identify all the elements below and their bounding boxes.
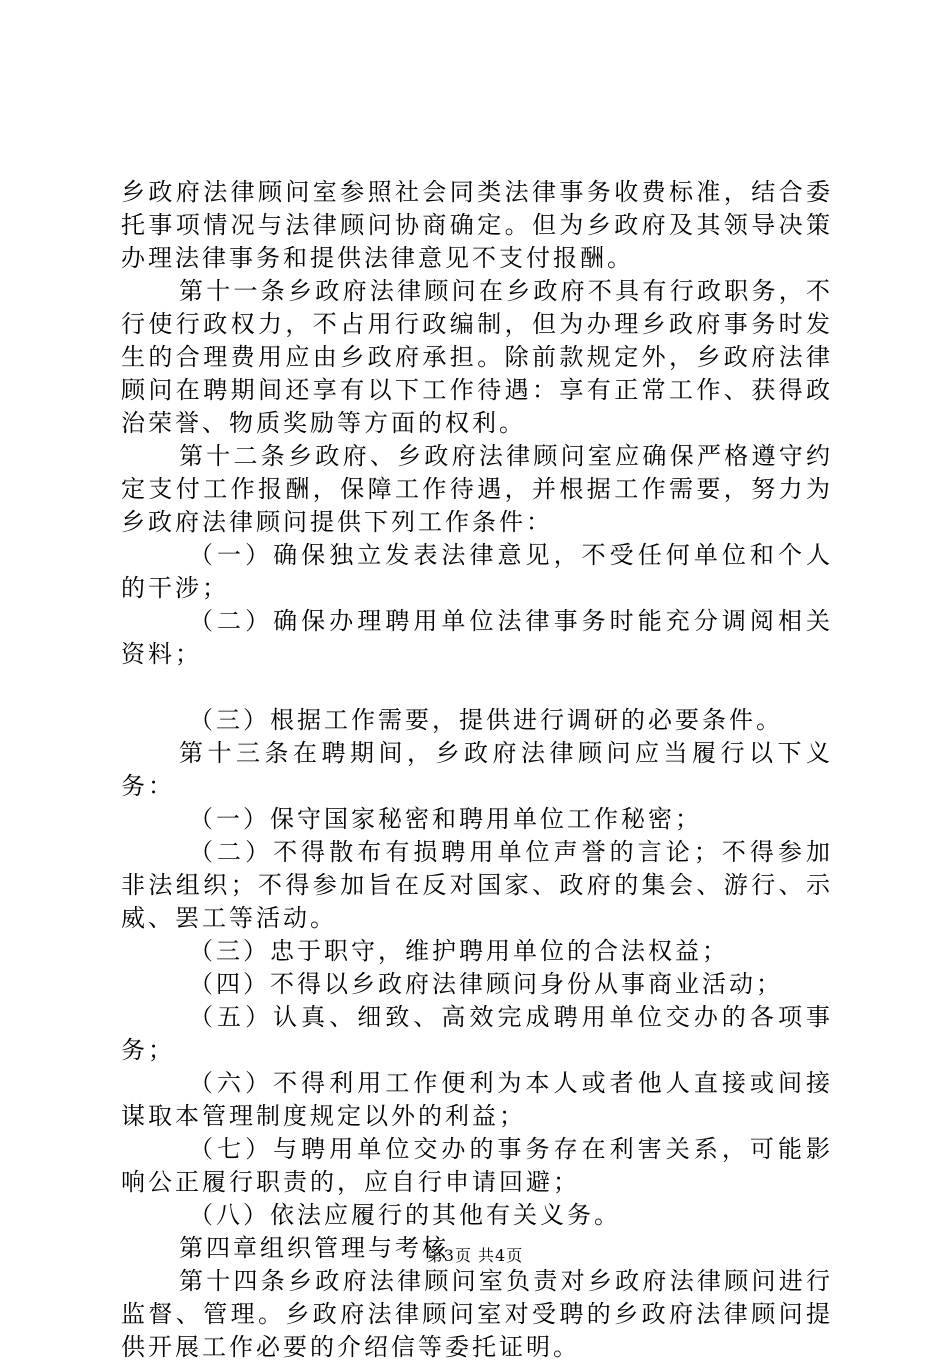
list-item-duty-4: （四）不得以乡政府法律顾问身份从事商业活动； — [189, 970, 783, 998]
list-item-duty-3: （三）忠于职守，维护聘用单位的合法权益； — [189, 937, 729, 965]
list-item-condition-1: （一）确保独立发表法律意见，不受任何单位和个人的干涉； — [121, 541, 833, 602]
paragraph-fee-standard: 乡政府法律顾问室参照社会同类法律事务收费标准，结合委托事项情况与法律顾问协商确定。但为乡政府及其领导决策办理法律事务和提供法律意见不支付报酬。 — [121, 178, 833, 272]
list-item-condition-2: （二）确保办理聘用单位法律事务时能充分调阅相关资料； — [121, 607, 833, 668]
paragraph-article-11: 第十一条乡政府法律顾问在乡政府不具有行政职务，不行使行政权力，不占用行政编制，但为办理乡政府事务时发生的合理费用应由乡政府承担。除前款规定外，乡政府法律顾问在聘期间还享有以下工作待遇：享有正常工作、获得政治荣誉、物质奖励等方面的权利。 — [121, 277, 833, 437]
page-number-footer: 第3页 共4页 — [426, 1246, 524, 1265]
list-item-duty-2: （二）不得散布有损聘用单位声誉的言论；不得参加非法组织；不得参加旨在反对国家、政府的集会、游行、示威、罢工等活动。 — [121, 838, 833, 932]
list-item-duty-1: （一）保守国家秘密和聘用单位工作秘密； — [189, 805, 702, 833]
document-body — [121, 176, 833, 1364]
paragraph-article-13: 第十三条在聘期间，乡政府法律顾问应当履行以下义务： — [121, 739, 833, 800]
list-item-duty-6: （六）不得利用工作便利为本人或者他人直接或间接谋取本管理制度规定以外的利益； — [121, 1069, 833, 1130]
chapter-heading: 第四章组织管理与考核 — [179, 1234, 449, 1262]
list-item-duty-7: （七）与聘用单位交办的事务存在利害关系，可能影响公正履行职责的，应自行申请回避； — [121, 1135, 833, 1196]
list-item-duty-5: （五）认真、细致、高效完成聘用单位交办的各项事务； — [121, 1003, 833, 1064]
list-item-duty-8: （八）依法应履行的其他有关义务。 — [189, 1201, 621, 1229]
paragraph-article-12: 第十二条乡政府、乡政府法律顾问室应确保严格遵守约定支付工作报酬，保障工作待遇，并根据工作需要，努力为乡政府法律顾问提供下列工作条件： — [121, 442, 833, 536]
list-item-condition-3: （三）根据工作需要，提供进行调研的必要条件。 — [189, 706, 783, 734]
paragraph-article-14: 第十四条乡政府法律顾问室负责对乡政府法律顾问进行监督、管理。乡政府法律顾问室对受聘的乡政府法律顾问提供开展工作必要的介绍信等委托证明。 — [121, 1267, 833, 1361]
